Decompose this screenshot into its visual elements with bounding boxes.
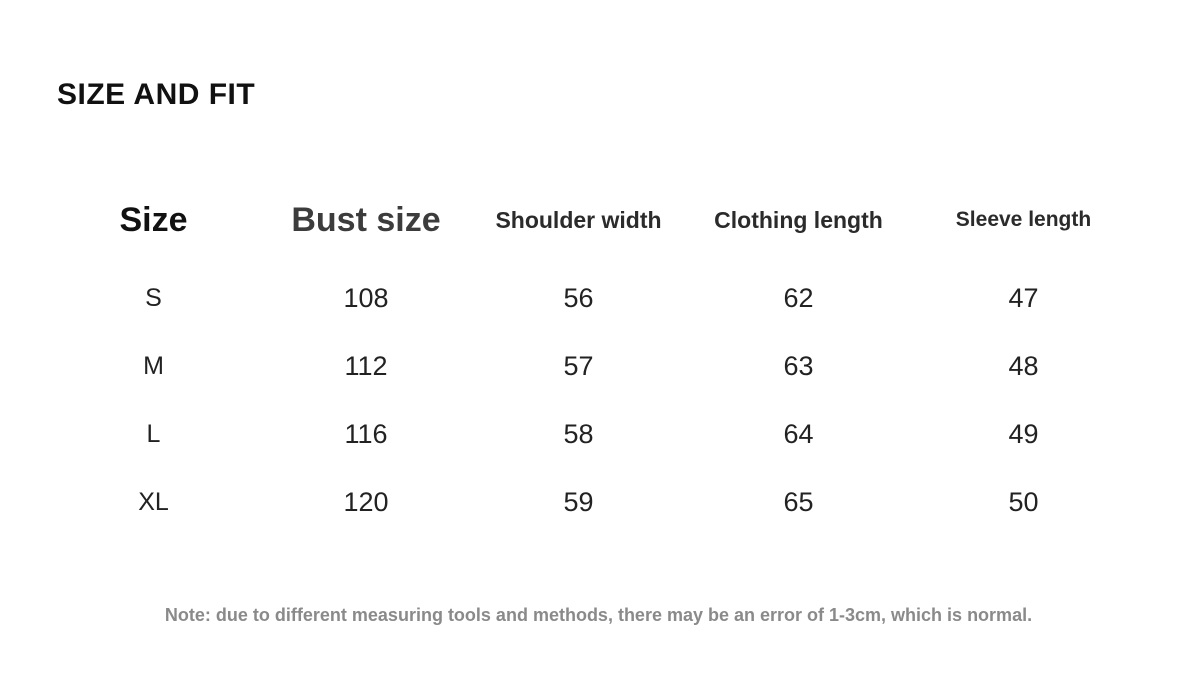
column-header-shoulder-width: Shoulder width (495, 206, 662, 233)
cell-sleeve-length: 48 (1008, 350, 1039, 381)
cell-sleeve-length: 49 (1008, 418, 1039, 449)
page-title: SIZE AND FIT (57, 78, 256, 111)
table-row (46, 468, 1136, 536)
table-header-row (46, 176, 1136, 264)
cell-sleeve-length: 47 (1008, 282, 1039, 313)
cell-sleeve-length: 50 (1008, 486, 1039, 517)
cell-clothing-length: 62 (783, 282, 814, 313)
cell-clothing-length: 64 (783, 418, 814, 449)
cell-bust-size: 116 (344, 418, 388, 449)
cell-size: S (145, 283, 162, 312)
cell-bust-size: 112 (344, 350, 388, 381)
table-row (46, 264, 1136, 332)
cell-shoulder-width: 58 (563, 418, 594, 449)
measurement-note: Note: due to different measuring tools and methods, there may be an error of 1-3cm, which is normal. (164, 605, 1033, 625)
cell-size: L (146, 419, 161, 448)
table-row (46, 332, 1136, 400)
cell-bust-size: 108 (343, 282, 389, 313)
cell-shoulder-width: 57 (563, 350, 594, 381)
cell-bust-size: 120 (343, 486, 389, 517)
column-header-bust-size: Bust size (291, 200, 441, 239)
table-row (46, 400, 1136, 468)
cell-size: M (143, 351, 164, 380)
cell-size: XL (138, 487, 169, 516)
cell-clothing-length: 65 (783, 486, 814, 517)
cell-shoulder-width: 59 (563, 486, 594, 517)
column-header-clothing-length: Clothing length (714, 206, 883, 233)
size-chart-table (46, 176, 1136, 536)
column-header-sleeve-length: Sleeve length (955, 207, 1092, 231)
cell-clothing-length: 63 (783, 350, 814, 381)
cell-shoulder-width: 56 (563, 282, 594, 313)
column-header-size: Size (119, 200, 188, 239)
